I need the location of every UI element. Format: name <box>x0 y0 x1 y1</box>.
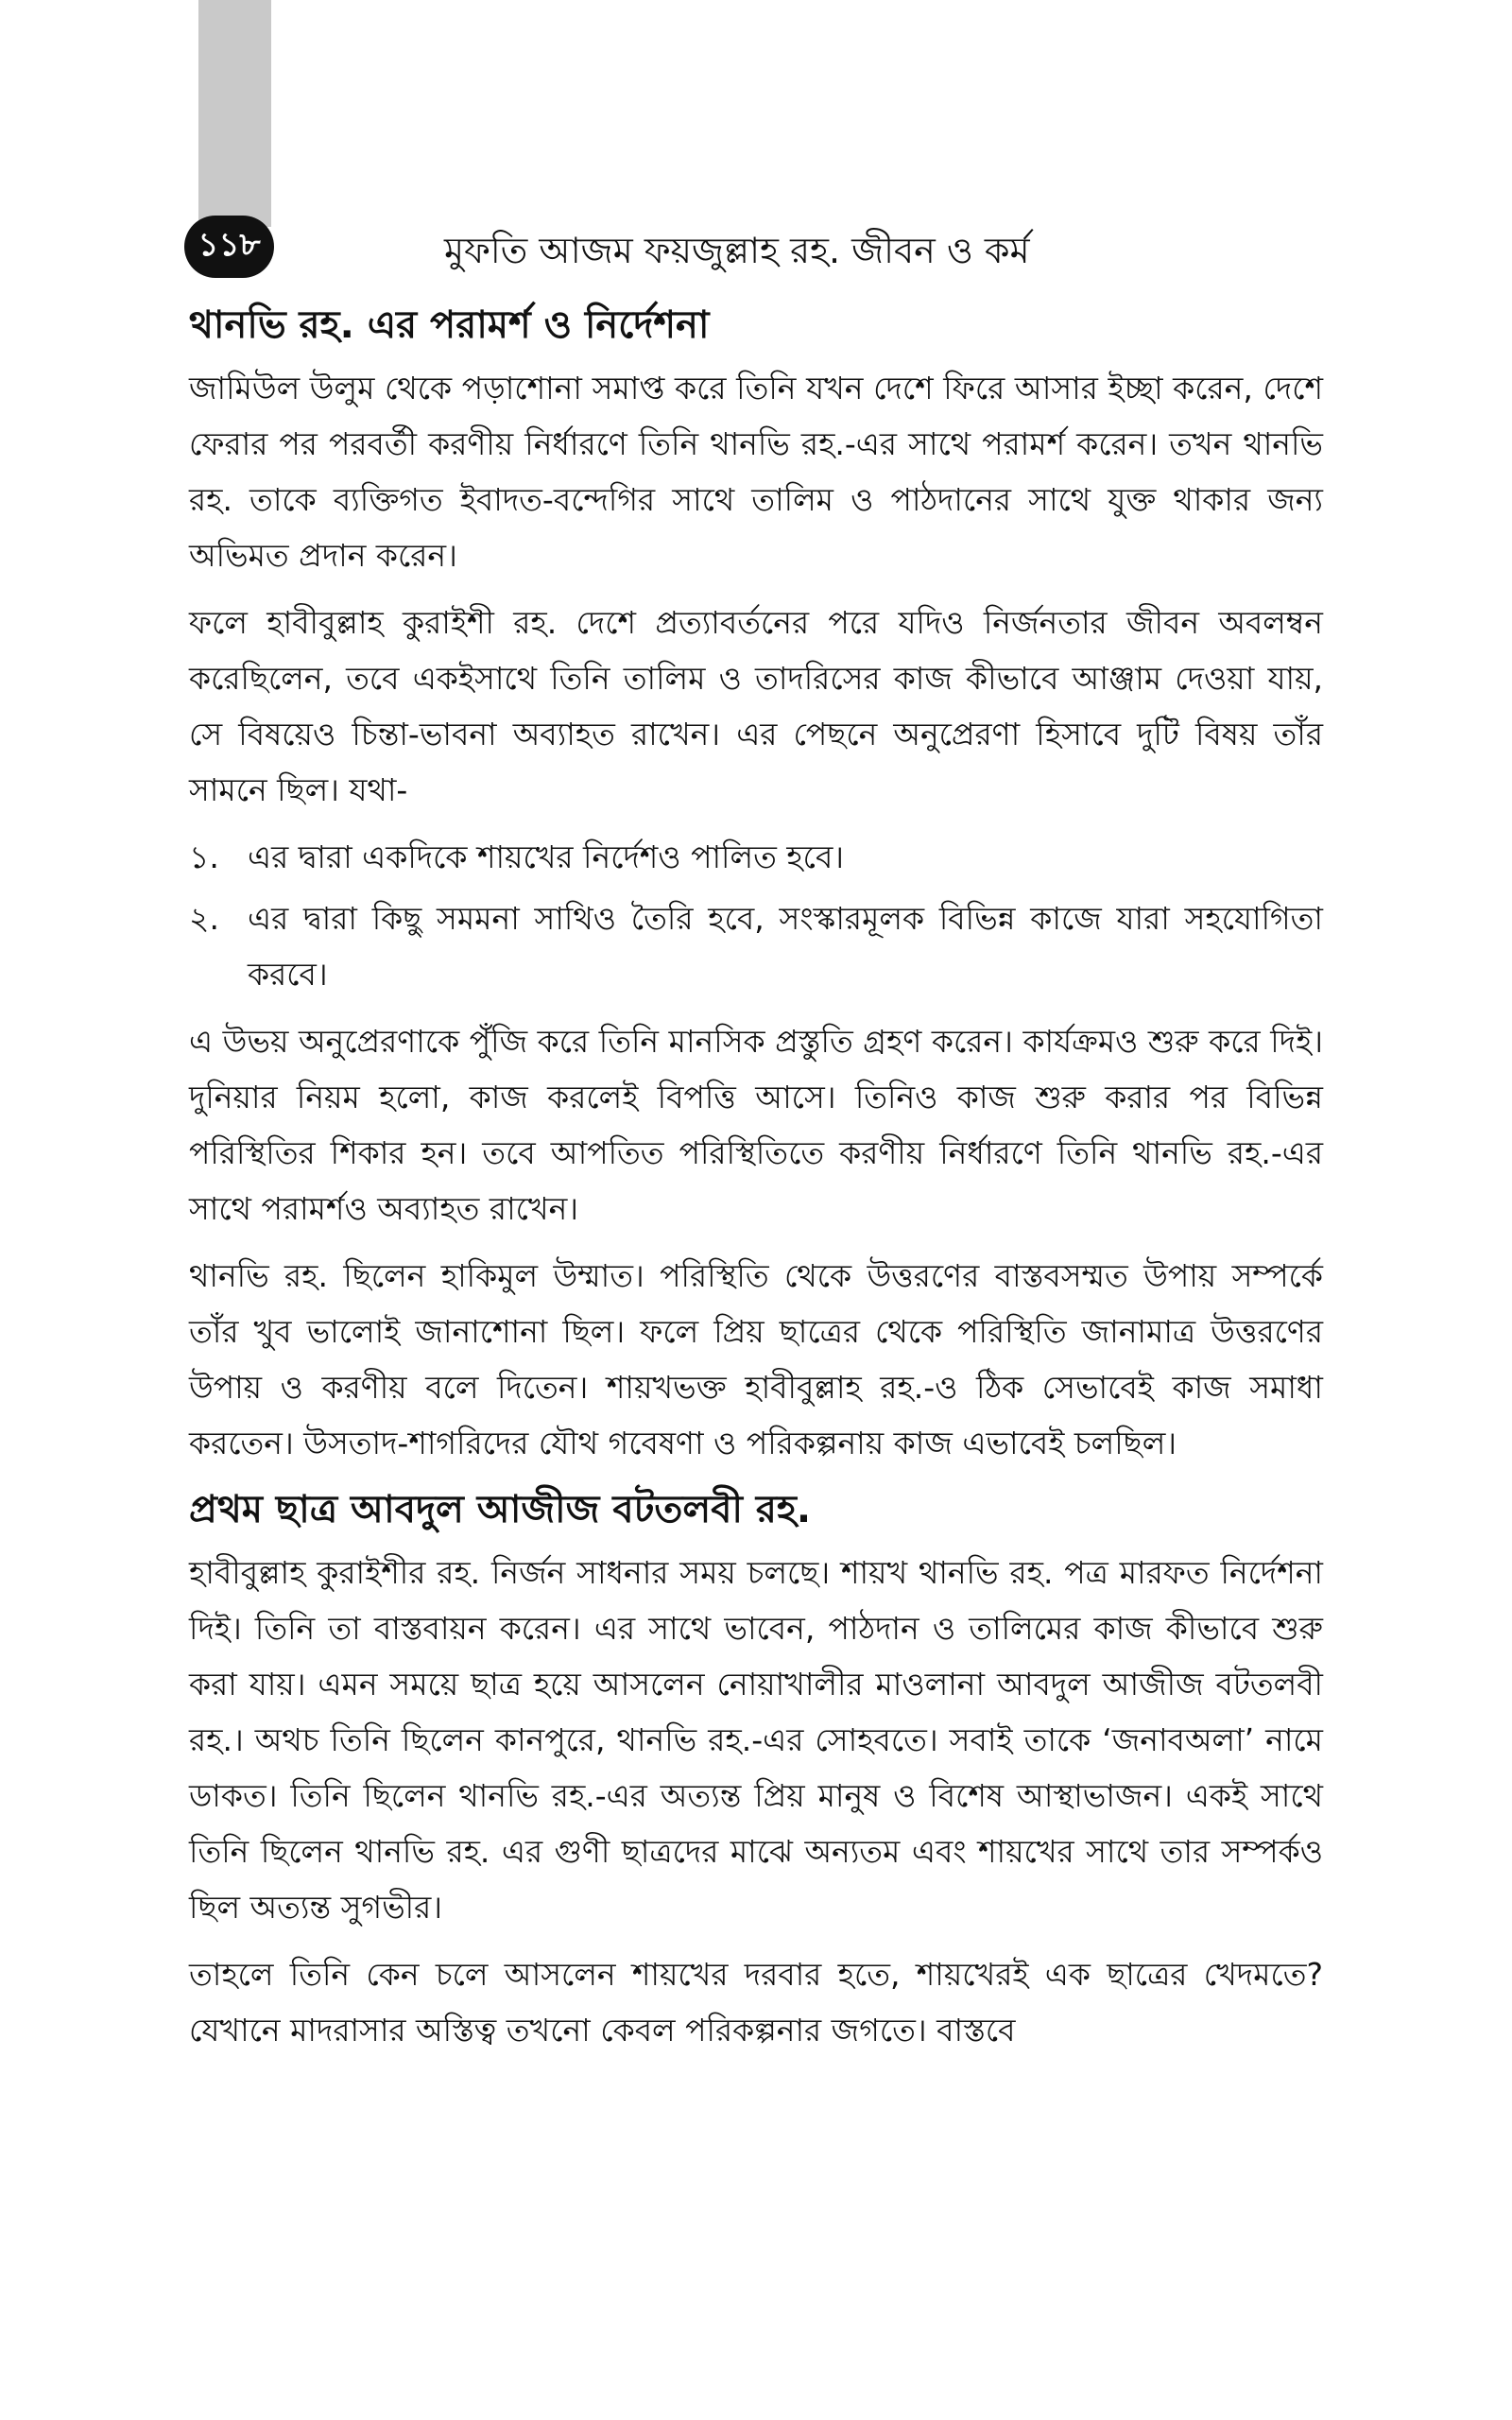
list-item <box>189 890 1323 1002</box>
page-number-badge: ১১৮ <box>184 216 274 278</box>
list-item <box>189 829 1323 885</box>
section-heading-advice: থানভি রহ. এর পরামর্শ ও নির্দেশনা <box>189 303 710 347</box>
paragraph: জামিউল উলুম থেকে পড়াশোনা সমাপ্ত করে তিনি যখন দেশে ফিরে আসার ইচ্ছা করেন, দেশে ফেরার পর পরবর্তী করণীয় নির্ধারণে তিনি থানভি রহ.-এর সাথে পরামর্শ করেন। তখন থানভি রহ. তাকে ব্যক্তিগত ইবাদত-বন্দেগির সাথে তালিম ও পাঠদানের সাথে যুক্ত থাকার জন্য অভিমত প্রদান করেন। <box>189 370 1323 574</box>
paragraph: হাবীবুল্লাহ কুরাইশীর রহ. নির্জন সাধনার সময় চলছে। শায়খ থানভি রহ. পত্র মারফত নির্দেশনা দিই। তিনি তা বাস্তবায়ন করেন। এর সাথে ভাবেন, পাঠদান ও তালিমের কাজ কীভাবে শুরু করা যায়। এমন সময়ে ছাত্র হয়ে আসলেন নোয়াখালীর মাওলানা আবদুল আজীজ বটতলবী রহ.। অথচ তিনি ছিলেন কানপুরে, থানভি রহ.-এর সোহবতে। সবাই তাকে ‘জনাবঅলা’ নামে ডাকত। তিনি ছিলেন থানভি রহ.-এর অত্যন্ত প্রিয় মানুষ ও বিশেষ আস্থাভাজন। একই সাথে তিনি ছিলেন থানভি রহ. এর গুণী ছাত্রদের মাঝে অন্যতম এবং শায়খের সাথে তার সম্পর্কও ছিল অত্যন্ত সুগভীর। <box>189 1554 1323 1926</box>
page-edge-tab <box>198 0 271 227</box>
list-text: এর দ্বারা কিছু সমমনা সাথিও তৈরি হবে, সংস্কারমূলক বিভিন্ন কাজে যারা সহযোগিতা করবে। <box>248 900 1323 993</box>
paragraph: এ উভয় অনুপ্রেরণাকে পুঁজি করে তিনি মানসিক প্রস্তুতি গ্রহণ করেন। কার্যক্রমও শুরু করে দিই। দুনিয়ার নিয়ম হলো, কাজ করলেই বিপত্তি আসে। তিনিও কাজ শুরু করার পর বিভিন্ন পরিস্থিতির শিকার হন। তবে আপতিত পরিস্থিতিতে করণীয় নির্ধারণে তিনি থানভি রহ.-এর সাথে পরামর্শও অব্যাহত রাখেন। <box>189 1023 1323 1227</box>
section-heading-first-student: প্রথম ছাত্র আবদুল আজীজ বটতলবী রহ. <box>189 1488 812 1531</box>
list-number: ২. <box>189 900 219 937</box>
numbered-list <box>189 829 1323 1002</box>
paragraph: থানভি রহ. ছিলেন হাকিমুল উম্মাত। পরিস্থিতি থেকে উত্তরণের বাস্তবসম্মত উপায় সম্পর্কে তাঁর খুব ভালোই জানাশোনা ছিল। ফলে প্রিয় ছাত্রের থেকে পরিস্থিতি জানামাত্র উত্তরণের উপায় ও করণীয় বলে দিতেন। শায়খভক্ত হাবীবুল্লাহ রহ.-ও ঠিক সেভাবেই কাজ সমাধা করতেন। উসতাদ-শাগরিদের যৌথ গবেষণা ও পরিকল্পনায় কাজ এভাবেই চলছিল। <box>189 1257 1323 1461</box>
list-text: এর দ্বারা একদিকে শায়খের নির্দেশও পালিত হবে। <box>248 838 845 875</box>
page-body <box>189 298 1323 2069</box>
paragraph: ফলে হাবীবুল্লাহ কুরাইশী রহ. দেশে প্রত্যাবর্তনের পরে যদিও নির্জনতার জীবন অবলম্বন করেছিলেন, তবে একইসাথে তিনি তালিম ও তাদরিসের কাজ কীভাবে আঞ্জাম দেওয়া যায়, সে বিষয়েও চিন্তা-ভাবনা অব্যাহত রাখেন। এর পেছনে অনুপ্রেরণা হিসাবে দুটি বিষয় তাঁর সামনে ছিল। যথা- <box>189 604 1323 808</box>
list-number: ১. <box>189 838 219 875</box>
paragraph: তাহলে তিনি কেন চলে আসলেন শায়খের দরবার হতে, শায়খেরই এক ছাত্রের খেদমতে? যেখানে মাদরাসার অস্তিত্ব তখনো কেবল পরিকল্পনার জগতে। বাস্তবে <box>189 1956 1323 2048</box>
running-title: মুফতি আজম ফয়জুল্লাহ রহ. জীবন ও কর্ম <box>444 230 1030 271</box>
